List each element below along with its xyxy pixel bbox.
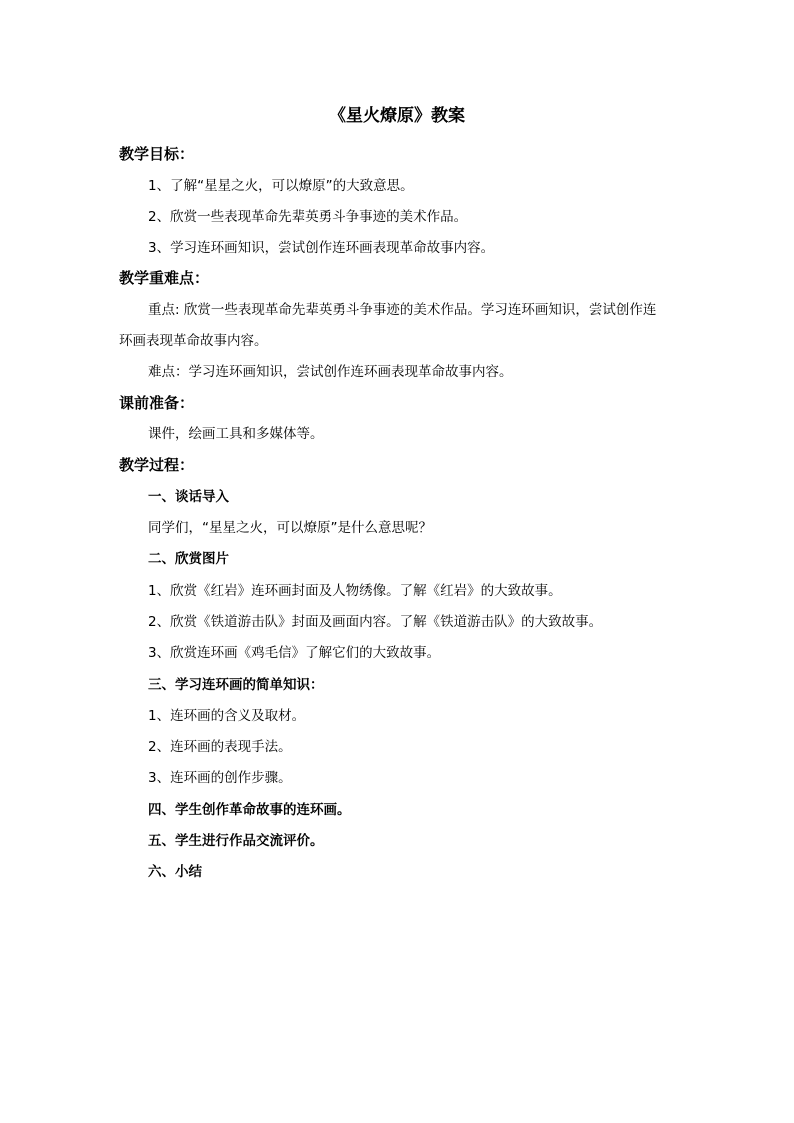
step-item: 3、欣赏连环画《鸡毛信》了解它们的大致故事。 [148,645,441,661]
goals-heading: 教学目标： [119,145,195,163]
step-item: 1、连环画的含义及取材。 [148,708,306,724]
difficult-point: 难点：学习连环画知识，尝试创作连环画表现革命故事内容。 [148,364,513,380]
document-title: 《星火燎原》教案 [329,106,465,126]
step-item: 2、连环画的表现手法。 [148,739,292,755]
key-point-line: 重点: 欣赏一些表现革命先辈英勇斗争事迹的美术作品。学习连环画知识，尝试创作连 [148,302,657,318]
prep-text: 课件，绘画工具和多媒体等。 [148,426,324,442]
goal-item: 1、了解“星星之火，可以燎原”的大致意思。 [148,178,414,194]
step-title: 一、谈话导入 [148,489,229,505]
step-title: 六、小结 [148,864,202,880]
goal-item: 2、欣赏一些表现革命先辈英勇斗争事迹的美术作品。 [148,209,468,225]
step-title: 四、学生创作革命故事的连环画。 [148,802,351,818]
keypoints-heading: 教学重难点： [119,269,210,287]
step-title: 五、学生进行作品交流评价。 [148,833,324,849]
key-point-line: 环画表现革命故事内容。 [119,333,268,349]
step-title: 三、学习连环画的简单知识： [148,677,324,693]
step-text: 同学们，“星星之火，可以燎原”是什么意思呢？ [148,520,432,536]
prep-heading: 课前准备： [119,394,195,412]
step-item: 3、连环画的创作步骤。 [148,770,292,786]
goal-item: 3、学习连环画知识，尝试创作连环画表现革命故事内容。 [148,240,495,256]
step-item: 2、欣赏《铁道游击队》封面及画面内容。了解《铁道游击队》的大致故事。 [148,614,603,630]
step-title: 二、欣赏图片 [148,551,229,567]
process-heading: 教学过程： [119,456,195,474]
step-item: 1、欣赏《红岩》连环画封面及人物绣像。了解《红岩》的大致故事。 [148,583,562,599]
